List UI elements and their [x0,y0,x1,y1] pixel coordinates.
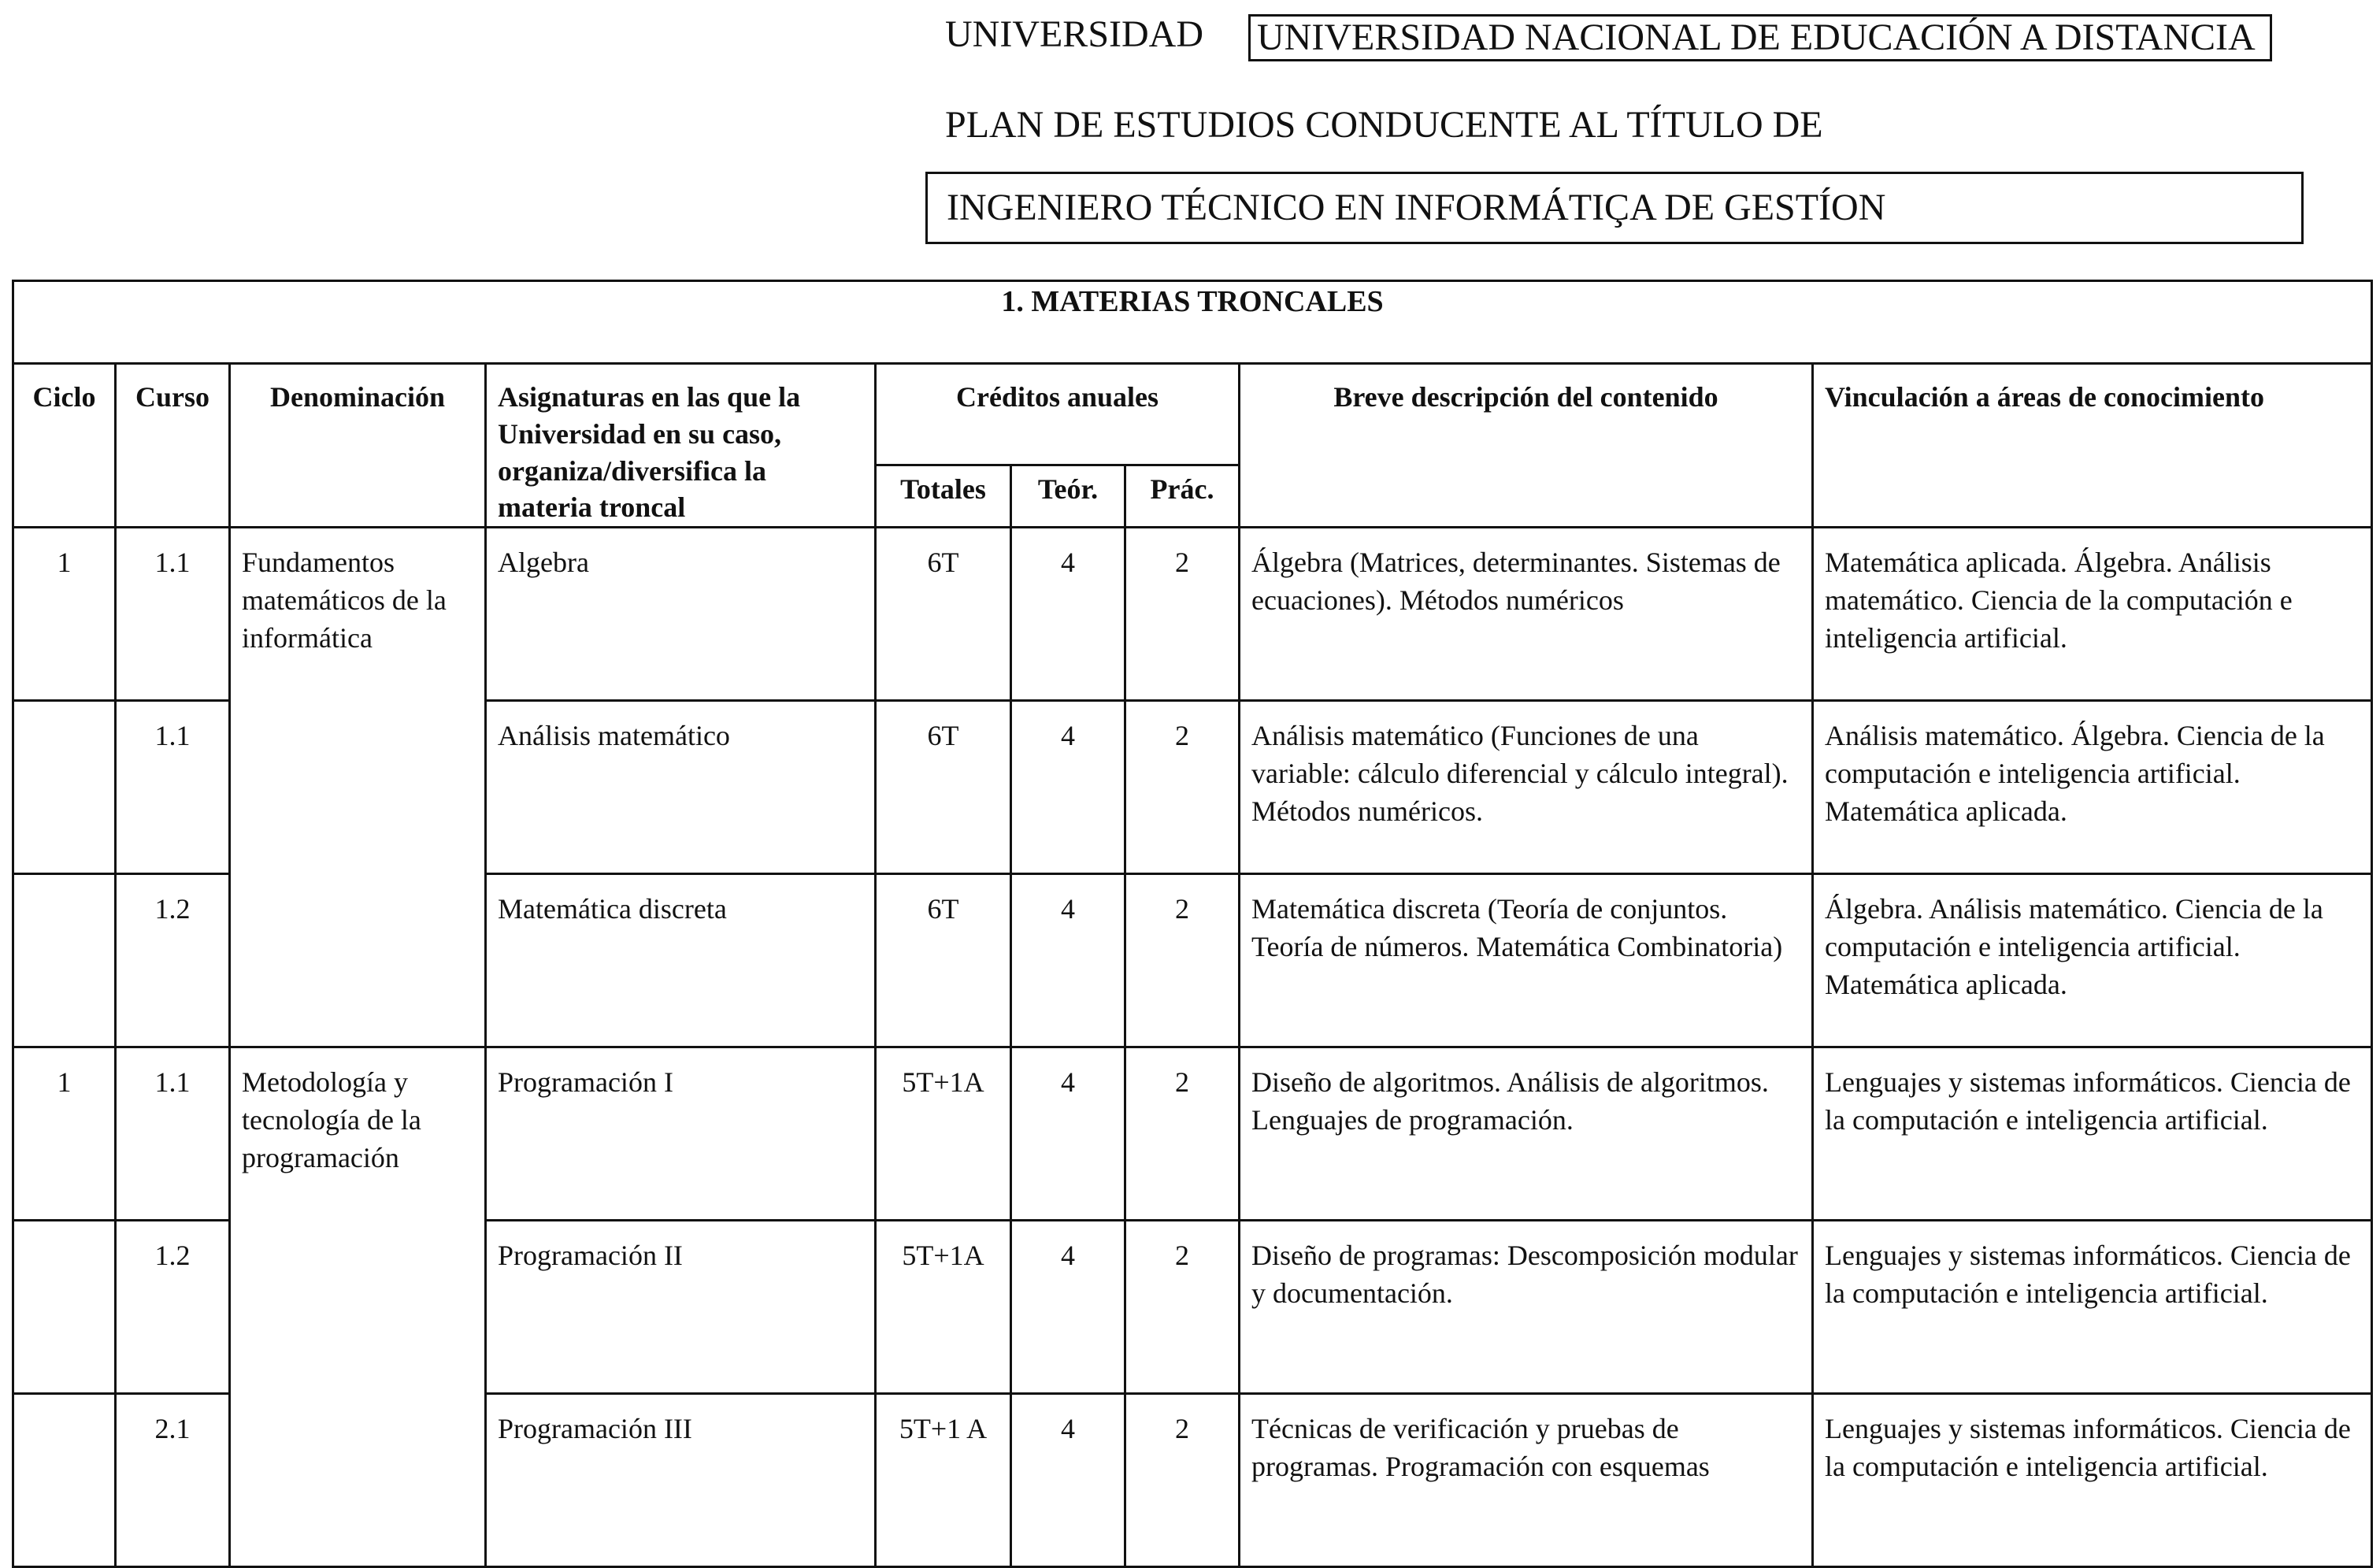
col-header-descripcion: Breve descripción del contenido [1240,364,1813,528]
cell-totales: 5T+1A [876,1047,1011,1221]
cell-ciclo: 1 [13,528,116,701]
cell-vinculacion: Álgebra. Análisis matemático. Ciencia de la computación e inteligencia artificial. Matemática aplicada. [1813,874,2372,1047]
degree-title-field: INGENIERO TÉCNICO EN INFORMÁTIÇA DE GESTÍON [925,172,2304,244]
cell-asignatura: Matemática discreta [486,874,876,1047]
cell-descripcion: Técnicas de verificación y pruebas de programas. Programación con esquemas [1240,1394,1813,1567]
cell-vinculacion: Análisis matemático. Álgebra. Ciencia de la computación e inteligencia artificial. Matemática aplicada. [1813,701,2372,874]
cell-totales: 6T [876,874,1011,1047]
table-row [13,1047,2372,1221]
cell-asignatura: Algebra [486,528,876,701]
cell-denominacion: Fundamentos matemáticos de la informática [230,528,486,1047]
cell-ciclo [13,1221,116,1394]
cell-asignatura: Análisis matemático [486,701,876,874]
cell-teor: 4 [1011,1047,1125,1221]
cell-descripcion: Matemática discreta (Teoría de conjuntos. Teoría de números. Matemática Combinatoria) [1240,874,1813,1047]
col-header-teor: Teór. [1011,465,1125,528]
cell-prac: 2 [1125,1221,1240,1394]
cell-teor: 4 [1011,701,1125,874]
plan-label: PLAN DE ESTUDIOS CONDUCENTE AL TÍTULO DE [945,104,1823,146]
cell-prac: 2 [1125,874,1240,1047]
cell-teor: 4 [1011,1221,1125,1394]
cell-vinculacion: Lenguajes y sistemas informáticos. Ciencia de la computación e inteligencia artificial. [1813,1394,2372,1567]
cell-curso: 1.2 [116,1221,230,1394]
cell-totales: 5T+1A [876,1221,1011,1394]
cell-curso: 1.1 [116,701,230,874]
cell-prac: 2 [1125,1047,1240,1221]
cell-curso: 1.2 [116,874,230,1047]
cell-curso: 1.1 [116,1047,230,1221]
col-header-creditos: Créditos anuales [876,364,1240,465]
cell-descripcion: Análisis matemático (Funciones de una variable: cálculo diferencial y cálculo integral). Métodos numéricos. [1240,701,1813,874]
cell-curso: 1.1 [116,528,230,701]
materias-troncales-table [12,280,2373,1568]
cell-vinculacion: Matemática aplicada. Álgebra. Análisis matemático. Ciencia de la computación e inteligencia artificial. [1813,528,2372,701]
cell-vinculacion: Lenguajes y sistemas informáticos. Ciencia de la computación e inteligencia artificial. [1813,1221,2372,1394]
cell-descripcion: Diseño de programas: Descomposición modular y documentación. [1240,1221,1813,1394]
col-header-asignaturas: Asignaturas en las que la Universidad en su caso, organiza/diversifica la materia troncal [486,364,876,528]
university-name-field: UNIVERSIDAD NACIONAL DE EDUCACIÓN A DISTANCIA [1248,14,2272,61]
section-title: 1. MATERIAS TRONCALES [13,281,2372,364]
col-header-vinculacion: Vinculación a áreas de conocimiento [1813,364,2372,528]
table-row [13,528,2372,701]
cell-prac: 2 [1125,528,1240,701]
cell-ciclo [13,1394,116,1567]
cell-teor: 4 [1011,528,1125,701]
cell-denominacion: Metodología y tecnología de la programación [230,1047,486,1567]
cell-totales: 6T [876,528,1011,701]
col-header-curso: Curso [116,364,230,528]
col-header-denominacion: Denominación [230,364,486,528]
cell-vinculacion: Lenguajes y sistemas informáticos. Ciencia de la computación e inteligencia artificial. [1813,1047,2372,1221]
cell-asignatura: Programación III [486,1394,876,1567]
cell-teor: 4 [1011,1394,1125,1567]
cell-prac: 2 [1125,701,1240,874]
cell-prac: 2 [1125,1394,1240,1567]
cell-descripcion: Álgebra (Matrices, determinantes. Sistemas de ecuaciones). Métodos numéricos [1240,528,1813,701]
cell-totales: 6T [876,701,1011,874]
university-label: UNIVERSIDAD [945,13,1203,55]
col-header-totales: Totales [876,465,1011,528]
col-header-ciclo: Ciclo [13,364,116,528]
cell-totales: 5T+1 A [876,1394,1011,1567]
cell-ciclo: 1 [13,1047,116,1221]
cell-ciclo [13,701,116,874]
cell-curso: 2.1 [116,1394,230,1567]
cell-teor: 4 [1011,874,1125,1047]
cell-asignatura: Programación I [486,1047,876,1221]
cell-asignatura: Programación II [486,1221,876,1394]
cell-descripcion: Diseño de algoritmos. Análisis de algoritmos. Lenguajes de programación. [1240,1047,1813,1221]
cell-ciclo [13,874,116,1047]
col-header-prac: Prác. [1125,465,1240,528]
